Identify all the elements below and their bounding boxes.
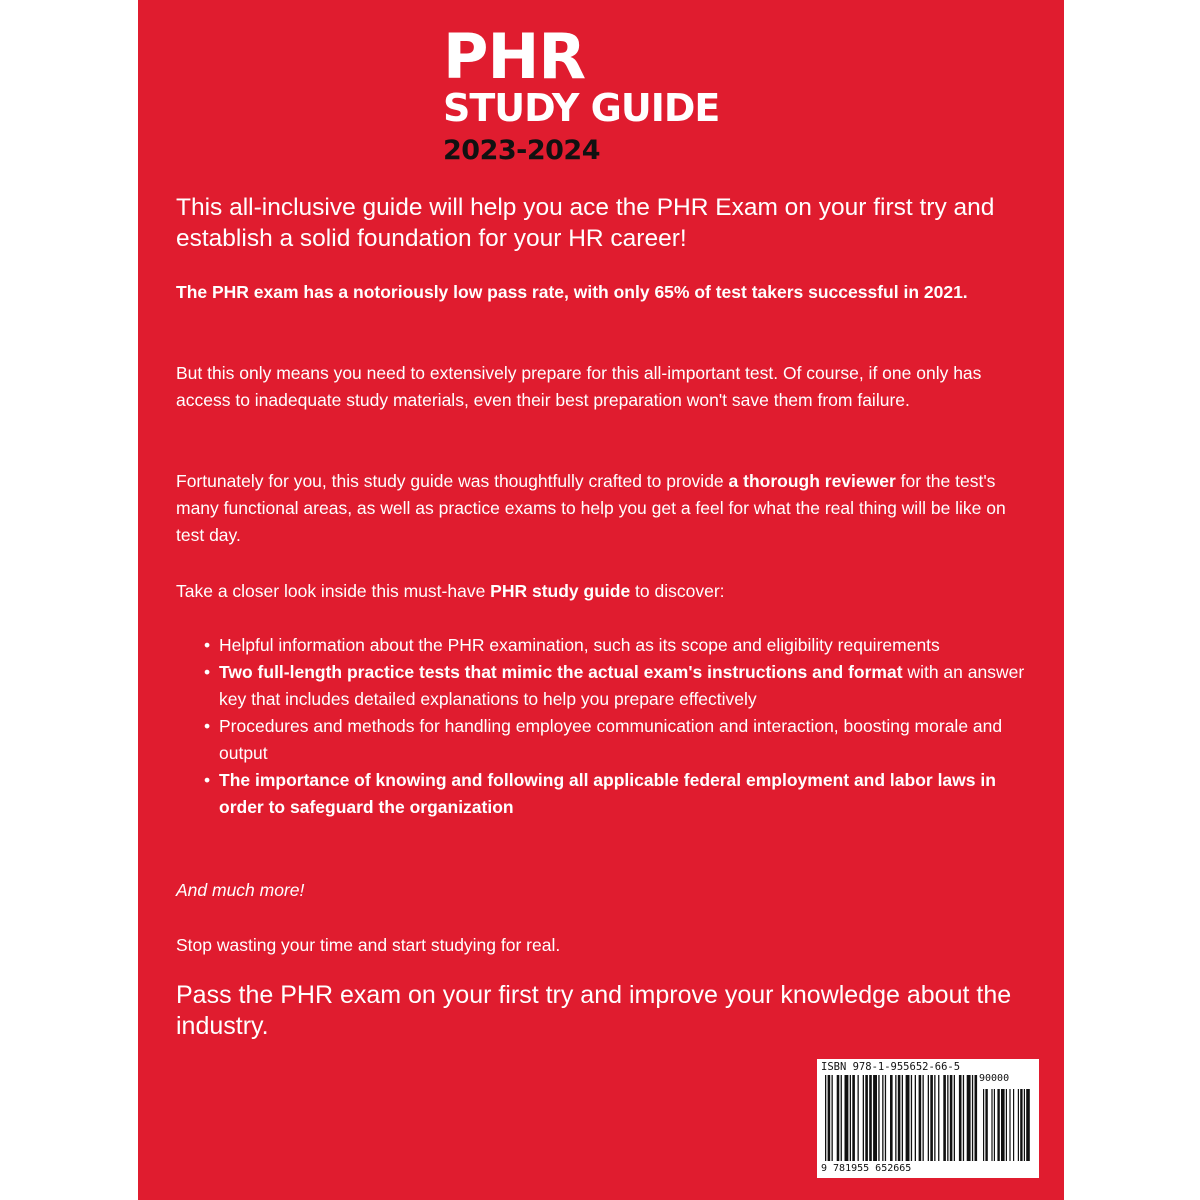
barcode-bar <box>852 1075 855 1161</box>
closing-statement: Pass the PHR exam on your first try and improve your knowledge about the industry. <box>176 981 1012 1040</box>
discover-text-c: to discover: <box>630 581 725 601</box>
barcode-bar <box>991 1089 992 1161</box>
barcode-bar <box>923 1075 924 1161</box>
feature-list <box>204 632 1034 821</box>
discover-paragraph <box>176 578 1024 605</box>
barcode-bar <box>983 1089 984 1161</box>
barcode-bar <box>930 1075 933 1161</box>
barcode-bar <box>997 1089 999 1161</box>
barcode-bar <box>1024 1089 1025 1161</box>
much-more-text: And much more! <box>176 880 305 900</box>
barcode-bar <box>1026 1089 1030 1161</box>
preparation-paragraph: But this only means you need to extensively prepare for this all-important test. Of course, if one only has access to inadequate study materials, even their best preparation won't save them from failure. <box>176 363 982 410</box>
intro-text: This all-inclusive guide will help you ace the PHR Exam on your first try and establish a solid foundation for your HR career! <box>176 194 995 252</box>
price-code: 90000 <box>979 1073 1010 1084</box>
barcode-bar <box>902 1075 903 1161</box>
isbn-label: ISBN 978-1-955652-66-5 <box>821 1061 961 1073</box>
barcode-bar <box>885 1075 886 1161</box>
barcode-bar <box>1009 1089 1010 1161</box>
barcode-bar <box>975 1075 978 1161</box>
barcode-digits: 9 781955 652665 <box>821 1163 912 1174</box>
barcode-bar <box>895 1075 896 1161</box>
feature-list-item: • Procedures and methods for handling employee communication and interaction, boosting morale and output <box>204 713 1034 767</box>
back-cover <box>138 0 1064 1200</box>
barcode-bar <box>898 1075 901 1161</box>
barcode-bar <box>828 1075 831 1161</box>
title-study-guide: STUDY GUIDE <box>443 86 720 130</box>
barcode-bar <box>841 1075 842 1161</box>
barcode-bar <box>954 1075 955 1161</box>
barcode-bar <box>906 1075 910 1161</box>
barcode-bar <box>882 1075 883 1161</box>
pass-rate-paragraph: The PHR exam has a notoriously low pass rate, with only 65% of test takers successful in 2021. <box>176 282 968 302</box>
barcode-bar <box>943 1075 946 1161</box>
barcode-bar <box>865 1075 868 1161</box>
barcode-bar <box>863 1075 864 1161</box>
barcode-bar <box>1020 1089 1022 1161</box>
barcode-bar <box>963 1075 964 1161</box>
barcode-bar <box>928 1075 929 1161</box>
reviewer-paragraph <box>176 468 1024 549</box>
barcode-bar <box>972 1075 973 1161</box>
barcode-bar <box>869 1075 872 1161</box>
barcode-bar <box>959 1075 962 1161</box>
feature-list-item: • Helpful information about the PHR examination, such as its scope and eligibility requirements <box>204 632 1034 659</box>
barcode-bar <box>994 1089 995 1161</box>
barcode-bar <box>967 1075 971 1161</box>
barcode-bar <box>858 1075 859 1161</box>
feature-list-item: • Two full-length practice tests that mimic the actual exam's instructions and format with an answer key that includes detailed explanations to help you prepare effectively <box>204 659 1034 713</box>
discover-text-bold: PHR study guide <box>490 581 631 601</box>
barcode-bar <box>915 1075 916 1161</box>
barcode-bar <box>1001 1089 1005 1161</box>
barcode-bar <box>1006 1089 1007 1161</box>
barcode-bar <box>878 1075 879 1161</box>
barcode-bar <box>845 1075 849 1161</box>
barcode-bar <box>934 1075 935 1161</box>
barcode-bar <box>837 1075 840 1161</box>
barcode-bar <box>825 1075 826 1161</box>
barcode-bar <box>947 1075 948 1161</box>
title-year: 2023-2024 <box>443 135 600 166</box>
stop-wasting-text: Stop wasting your time and start studying for real. <box>176 935 561 955</box>
barcode-bar <box>911 1075 912 1161</box>
barcode-bar <box>890 1075 893 1161</box>
reviewer-text-c: for the test's many functional areas, as well as practice exams to help you get a feel for what the real thing will be like on test day. <box>176 471 1006 545</box>
barcode-bar <box>1013 1089 1014 1161</box>
barcode-bar <box>832 1075 833 1161</box>
reviewer-text-a: Fortunately for you, this study guide was thoughtfully crafted to provide <box>176 471 729 491</box>
barcode-bar <box>950 1075 953 1161</box>
barcode-bar <box>919 1075 922 1161</box>
reviewer-text-bold: a thorough reviewer <box>728 471 896 491</box>
barcode-bar <box>938 1075 939 1161</box>
title-phr: PHR <box>443 20 586 93</box>
isbn-barcode <box>817 1059 1039 1178</box>
barcode-bar <box>1018 1089 1019 1161</box>
barcode-bars <box>825 1075 1031 1163</box>
barcode-bar <box>850 1075 851 1161</box>
discover-text-a: Take a closer look inside this must-have <box>176 581 491 601</box>
barcode-bar <box>985 1089 987 1161</box>
feature-list-item: • The importance of knowing and following all applicable federal employment and labor laws in order to safeguard the organization <box>204 767 1034 821</box>
barcode-bar <box>873 1075 877 1161</box>
